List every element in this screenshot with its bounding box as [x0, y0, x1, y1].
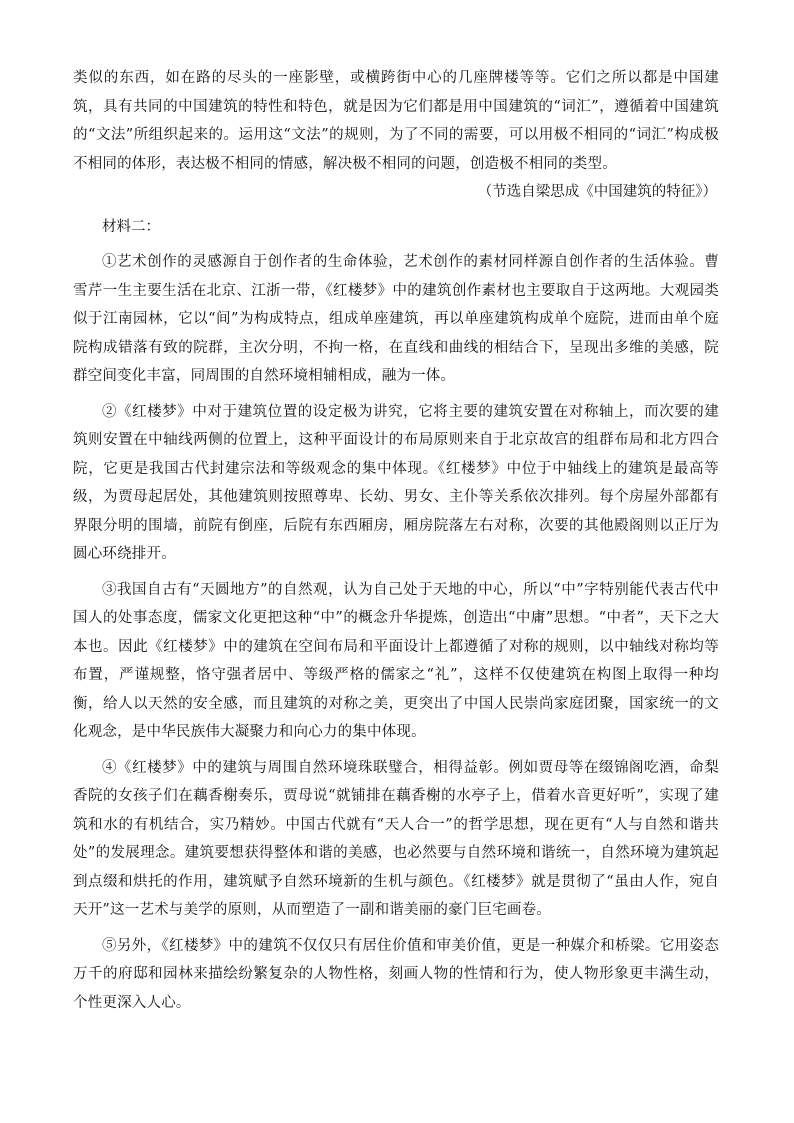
material-two-paragraph-3: ③我国自古有“天圆地方”的自然观，认为自己处于天地的中心，所以“中”字特别能代表古代中国人的处事态度，儒家文化更把这种“中”的概念升华提炼，创造出“中庸”思想。“中者”，天下之大本也。因此《红楼梦》中的建筑在空间布局和平面设计上都遵循了对称的规则，以中轴线对称均等布置，严谨规整，恪守强者居中、等级严格的儒家之“礼”，这样不仅使建筑在构图上取得一种均衡，给人以天然的安全感，而且建筑的对称之美，更突出了中国人民崇尚家庭团聚，国家统一的文化观念，是中华民族伟大凝聚力和向心力的集中体现。: [73, 581, 719, 740]
material-two-heading: 材料二：: [102, 218, 160, 235]
material-two-paragraph-1: ①艺术创作的灵感源自于创作者的生命体验，艺术创作的素材同样源自创作者的生活体验。曹雪芹一生主要生活在北京、江浙一带，《红楼梦》中的建筑创作素材也主要取自于这两地。大观园类似于江南园林，它以“间”为构成特点，组成单座建筑，再以单座建筑构成单个庭院，进而由单个庭院构成错落有致的院群，主次分明，不拘一格，在直线和曲线的相结合下，呈现出多维的美感，院群空间变化丰富，同周围的自然环境相辅相成，融为一体。: [73, 254, 719, 384]
document-page: [73, 64, 719, 1017]
material-two-paragraph-4: ④《红楼梦》中的建筑与周围自然环境珠联璧合，相得益彰。例如贾母等在缀锦阁吃酒，命梨香院的女孩子们在藕香榭奏乐，贾母说“就铺排在藕香榭的水亭子上，借着水音更好听”，实现了建筑和水的有机结合，实乃精妙。中国古代就有“天人合一”的哲学思想，现在更有“人与自然和谐共处”的发展理念。建筑要想获得整体和谐的美感，也必然要与自然环境和谐统一，自然环境为建筑起到点缀和烘托的作用，建筑赋予自然环境新的生机与颜色。《红楼梦》就是贯彻了“虽由人作，宛自天开”这一艺术与美学的原则，从而塑造了一副和谐美丽的豪门巨宅画卷。: [73, 759, 719, 918]
material-two-paragraph-2: ②《红楼梦》中对于建筑位置的设定极为讲究，它将主要的建筑安置在对称轴上，而次要的建筑则安置在中轴线两侧的位置上，这种平面设计的布局原则来自于北京故宫的组群布局和北方四合院，它更是我国古代封建宗法和等级观念的集中体现。《红楼梦》中位于中轴线上的建筑是最高等级，为贾母起居处，其他建筑则按照尊卑、长幼、男女、主仆等关系依次排列。每个房屋外部都有界限分明的围墙，前院有倒座，后院有东西厢房，厢房院落左右对称，次要的其他殿阁则以正厅为圆心环绕排开。: [73, 403, 719, 562]
material-one-tail-paragraph: 类似的东西，如在路的尽头的一座影壁，或横跨街中心的几座牌楼等等。它们之所以都是中国建筑，具有共同的中国建筑的特性和特色，就是因为它们都是用中国建筑的“词汇”，遵循着中国建筑的“文法”所组织起来的。运用这“文法”的规则，为了不同的需要，可以用极不相同的“词汇”构成极不相同的体形，表达极不相同的情感，解决极不相同的问题，创造极不相同的类型。: [73, 70, 719, 172]
material-two-paragraph-5: ⑤另外，《红楼梦》中的建筑不仅仅只有居住价值和审美价值，更是一种媒介和桥梁。它用姿态万千的府邸和园林来描绘纷繁复杂的人物性格，刻画人物的性情和行为，使人物形象更丰满生动，个性更深入人心。: [73, 937, 719, 1011]
material-one-source: （节选自梁思成《中国建筑的特征》）: [477, 184, 717, 200]
